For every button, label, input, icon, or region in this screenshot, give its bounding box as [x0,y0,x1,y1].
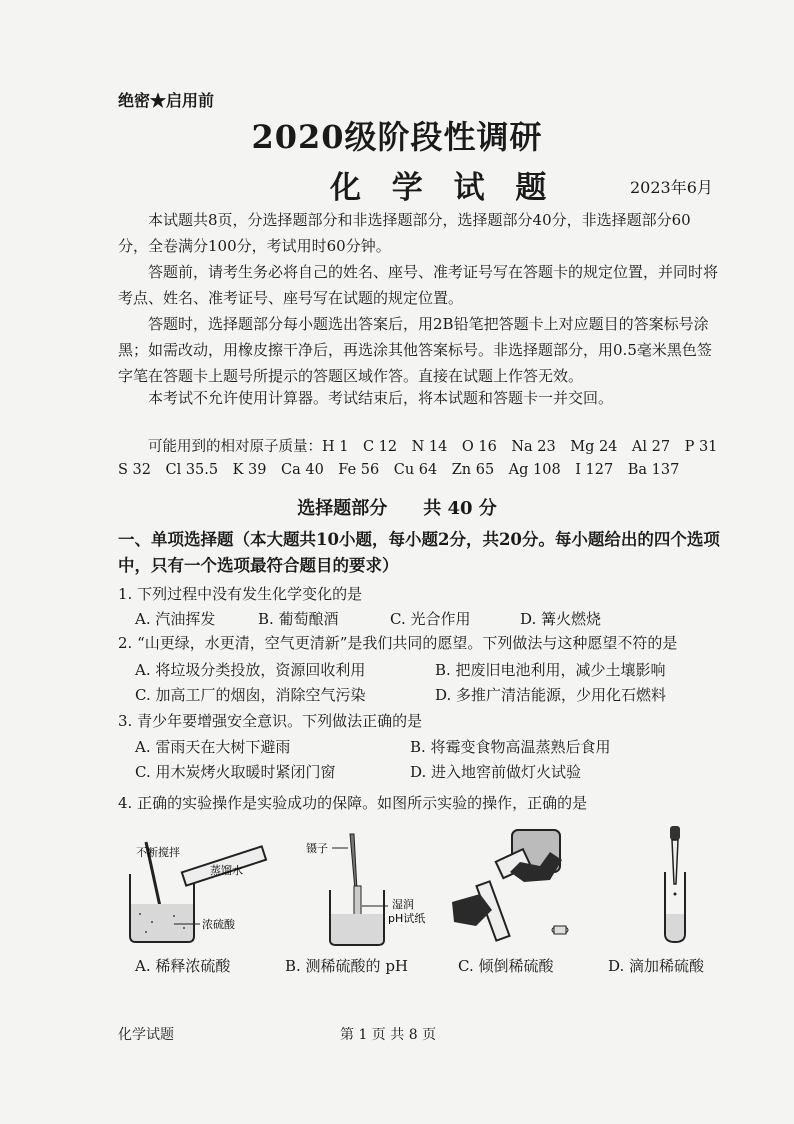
figure-b-caption: B. 测稀硫酸的 pH [285,957,409,975]
instruction-paragraph-2: 答题前，请考生务必将自己的姓名、座号、准考证号写在答题卡的规定位置，并同时将考点、姓名、准考证号、座号写在试题的规定位置。 [118,263,719,307]
footer-page-number: 第 1 页 共 8 页 [340,1027,437,1043]
label-stir: 不断搅拌 [136,846,180,859]
question-2-option-a: A. 将垃圾分类投放，资源回收利用 [135,661,366,679]
figure-c-pouring [450,822,580,952]
dropper-bulb [670,826,680,840]
footer-subject: 化学试题 [118,1027,174,1043]
label-moist: 湿润 [392,898,414,911]
instruction-paragraph-1: 本试题共8页，分选择题部分和非选择题部分，选择题部分40分，非选择题部分60分，全卷满分100分，考试用时60分钟。 [118,211,691,255]
question-1-option-c: C. 光合作用 [390,610,471,628]
label-concentrated-acid: 浓硫酸 [202,918,235,931]
label-ph-paper: pH试纸 [388,912,426,925]
question-4-stem: 4. 正确的实验操作是实验成功的保障。如图所示实验的操作，正确的是 [118,794,588,812]
figure-a-caption: A. 稀释浓硫酸 [135,957,231,975]
confidential-mark: 绝密★启用前 [118,91,215,110]
question-3-option-d: D. 进入地窖前做灯火试验 [410,763,582,781]
figure-d-caption: D. 滴加稀硫酸 [608,957,705,975]
question-1-option-d: D. 篝火燃烧 [520,610,602,628]
exam-date: 2023年6月 [630,178,713,197]
figure-c-caption: C. 倾倒稀硫酸 [458,957,554,975]
question-1-stem: 1. 下列过程中没有发生化学变化的是 [118,585,363,603]
instruction-paragraph-4: 本考试不允许使用计算器。考试结束后，将本试题和答题卡一并交回。 [148,389,614,407]
figure-a-dilution [118,822,278,947]
part-heading: 一、单项选择题（本大题共10小题，每小题2分，共20分。每小题给出的四个选项中，只有一个选项最符合题目的要求） [118,530,720,575]
instruction-paragraph-3: 答题时，选择题部分每小题选出答案后，用2B铅笔把答题卡上对应题目的答案标号涂黑；如需改动，用橡皮擦干净后，再选涂其他答案标号。非选择题部分，用0.5毫米黑色签字笔在答题卡上题号所提示的答题区域作答。直接在试题上作答无效。 [118,315,712,385]
tweezers [350,834,357,890]
figure-d-dropping [640,822,720,952]
question-3-option-a: A. 雷雨天在大树下避雨 [135,738,291,756]
question-3-option-b: B. 将霉变食物高温蒸熟后食用 [410,738,611,756]
section-title: 选择题部分 共 40 分 [297,498,497,519]
atomic-masses-line-2: S 32 Cl 35.5 K 39 Ca 40 Fe 56 Cu 64 Zn 65 Ag 108 I 127 Ba 137 [118,462,680,478]
exam-title: 2020级阶段性调研 [251,118,543,156]
question-1-option-b: B. 葡萄酿酒 [258,610,339,628]
question-3-stem: 3. 青少年要增强安全意识。下列做法正确的是 [118,712,423,730]
question-2-option-d: D. 多推广清洁能源，少用化石燃料 [435,686,667,704]
question-2-stem: 2. “山更绿，水更清，空气更清新”是我们共同的愿望。下列做法与这种愿望不符的是 [118,634,678,652]
label-tweezers: 镊子 [306,842,328,855]
exam-subtitle: 化 学 试 题 [330,170,557,206]
dropper [672,840,678,884]
question-2-option-b: B. 把废旧电池利用，减少土壤影响 [435,661,666,679]
question-3-option-c: C. 用木炭烤火取暖时紧闭门窗 [135,763,336,781]
figure-b-ph-test [300,830,440,950]
question-2-option-c: C. 加高工厂的烟囱，消除空气污染 [135,686,366,704]
label-distilled-water: 蒸馏水 [210,864,243,877]
atomic-masses-line-1: 可能用到的相对原子质量：H 1 C 12 N 14 O 16 Na 23 Mg 24 Al 27 P 31 [148,439,718,455]
question-1-option-a: A. 汽油挥发 [135,610,216,628]
